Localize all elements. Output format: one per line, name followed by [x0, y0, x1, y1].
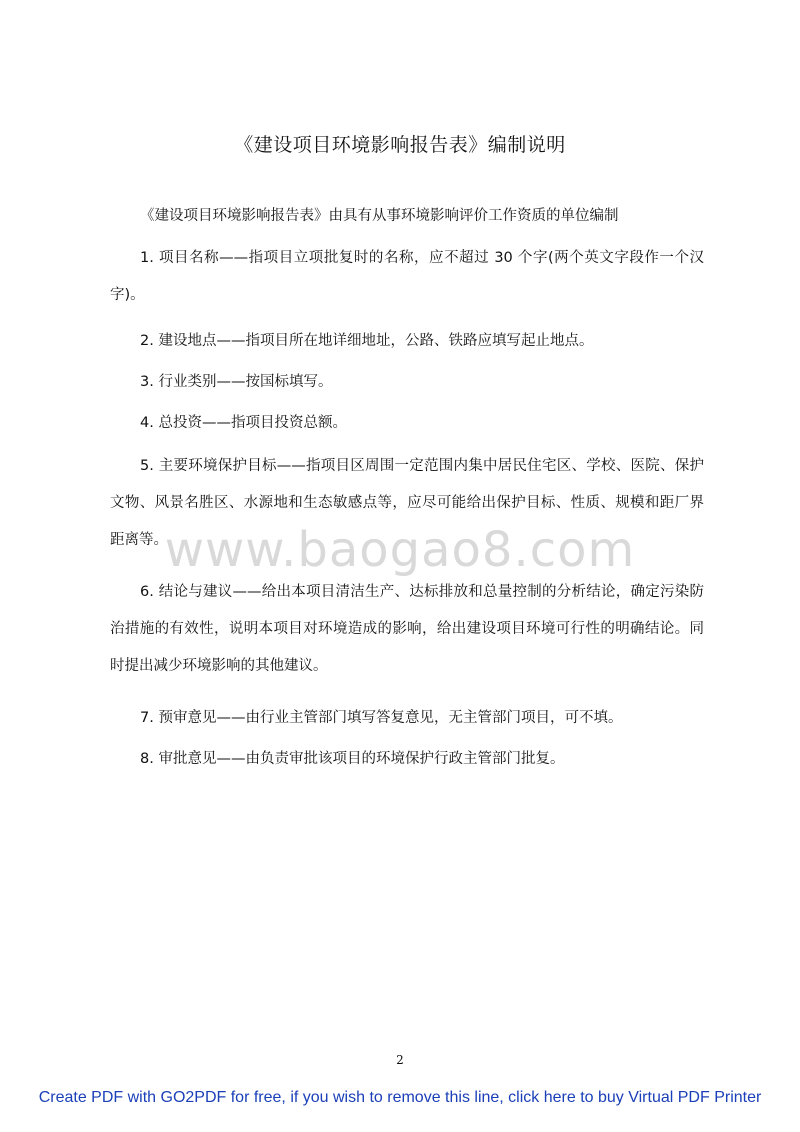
item-3-block	[110, 364, 704, 401]
item-2-block	[110, 323, 704, 360]
item-7-block	[110, 700, 704, 737]
go2pdf-footer-link[interactable]: Create PDF with GO2PDF for free, if you wish to remove this line, click here to buy Virtual PDF Printer	[38, 1089, 762, 1106]
item-1-block	[110, 240, 704, 314]
paragraph: 《建设项目环境影响报告表》由具有从事环境影响评价工作资质的单位编制	[140, 208, 619, 224]
paragraph-item-8: 8. 审批意见——由负责审批该项目的环境保护行政主管部门批复。	[140, 751, 565, 767]
item-5-block	[110, 448, 704, 559]
item-8-block	[110, 741, 704, 778]
paragraph-item-4: 4. 总投资——指项目投资总额。	[140, 415, 347, 431]
page-number: 2	[396, 1053, 404, 1067]
paragraph-item-7: 7. 预审意见——由行业主管部门填写答复意见，无主管部门项目，可不填。	[140, 710, 623, 726]
watermark-text: www.baogao8.com	[164, 522, 636, 578]
item-6-block	[110, 574, 704, 685]
paragraph-item-5: 5. 主要环境保护目标——指项目区周围一定范围内集中居民住宅区、学校、医院、保护文物、风景名胜区、水源地和生态敏感点等，应尽可能给出保护目标、性质、规模和距厂界距离等。	[110, 458, 704, 548]
paragraph-item-6: 6. 结论与建议——给出本项目清洁生产、达标排放和总量控制的分析结论，确定污染防治措施的有效性，说明本项目对环境造成的影响，给出建设项目环境可行性的明确结论。同时提出减少环境影响的其他建议。	[110, 584, 704, 674]
item-4-block	[110, 405, 704, 442]
paragraph-intro	[110, 198, 704, 235]
paragraph-item-1: 1. 项目名称——指项目立项批复时的名称，应不超过 30 个字(两个英文字段作一个汉字)。	[110, 250, 704, 303]
paragraph-item-2: 2. 建设地点——指项目所在地详细地址，公路、铁路应填写起止地点。	[140, 333, 594, 349]
paragraph-item-3: 3. 行业类别——按国标填写。	[140, 374, 333, 390]
document-title: 《建设项目环境影响报告表》编制说明	[234, 134, 566, 156]
